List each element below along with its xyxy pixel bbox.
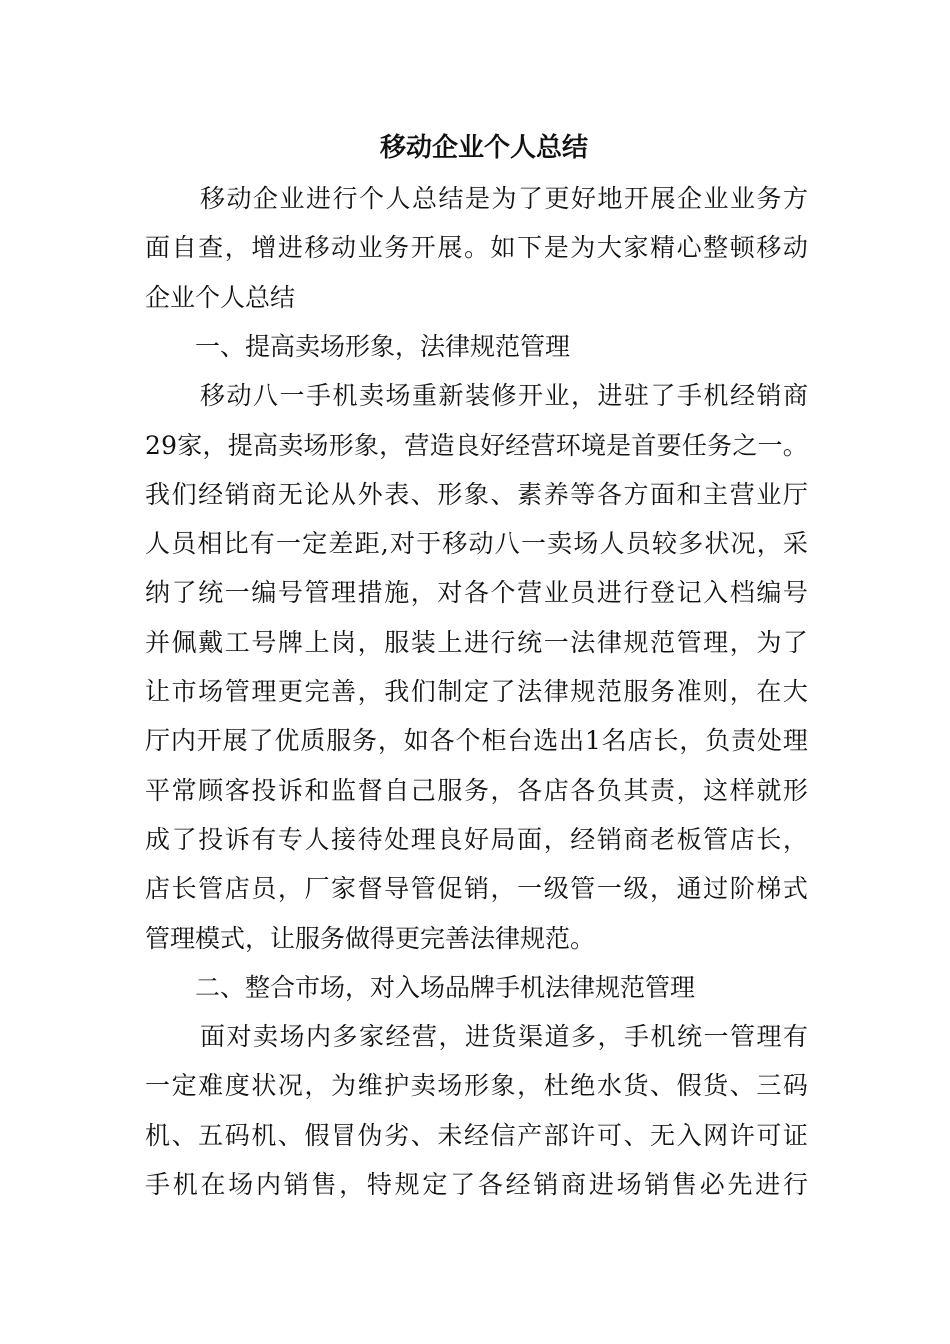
paragraph-line: 平常顾客投诉和监督自己服务，各店各负其责，这样就形 (145, 775, 810, 805)
document-title: 移动企业个人总结 (379, 133, 588, 163)
paragraph-line: 面自查，增进移动业务开展。如下是为大家精心整顿移动 (145, 233, 810, 263)
section-heading: 二、整合市场，对入场品牌手机法律规范管理 (195, 972, 696, 1002)
section-heading: 一、提高卖场形象，法律规范管理 (195, 331, 571, 361)
paragraph-line: 移动八一手机卖场重新装修开业，进驻了手机经销商 (200, 381, 810, 411)
paragraph-line: 手机在场内销售，特规定了各经销商进场销售必先进行 (145, 1170, 811, 1199)
paragraph-line: 店长管店员，厂家督导管促销，一级管一级，通过阶梯式 (145, 874, 810, 904)
paragraph-line: 纳了统一编号管理措施，对各个营业员进行登记入档编号 (145, 578, 810, 608)
paragraph-line: 并佩戴工号牌上岗，服装上进行统一法律规范管理，为了 (145, 627, 810, 657)
paragraph-line: 一定难度状况，为维护卖场形象，杜绝水货、假货、三码 (145, 1071, 810, 1101)
paragraph-line: 管理模式，让服务做得更完善法律规范。 (145, 923, 596, 953)
paragraph-line: 面对卖场内多家经营，进货渠道多，手机统一管理有 (200, 1022, 810, 1052)
paragraph-line: 让市场管理更完善，我们制定了法律规范服务准则，在大 (145, 677, 810, 706)
paragraph-line: 成了投诉有专人接待处理良好局面，经销商老板管店长， (145, 824, 810, 854)
paragraph-line: 企业个人总结 (145, 282, 296, 312)
paragraph-line: 人员相比有一定差距,对于移动八一卖场人员较多状况，采 (145, 529, 810, 559)
paragraph-line: 29家，提高卖场形象，营造良好经营环境是首要任务之一。 (145, 430, 809, 460)
paragraph-line: 厅内开展了优质服务，如各个柜台选出1名店长，负责处理 (145, 726, 809, 756)
paragraph-line: 移动企业进行个人总结是为了更好地开展企业业务方 (200, 184, 810, 213)
paragraph-line: 机、五码机、假冒伪劣、未经信产部许可、无入网许可证 (145, 1120, 810, 1150)
paragraph-line: 我们经销商无论从外表、形象、素养等各方面和主营业厅 (145, 479, 810, 509)
